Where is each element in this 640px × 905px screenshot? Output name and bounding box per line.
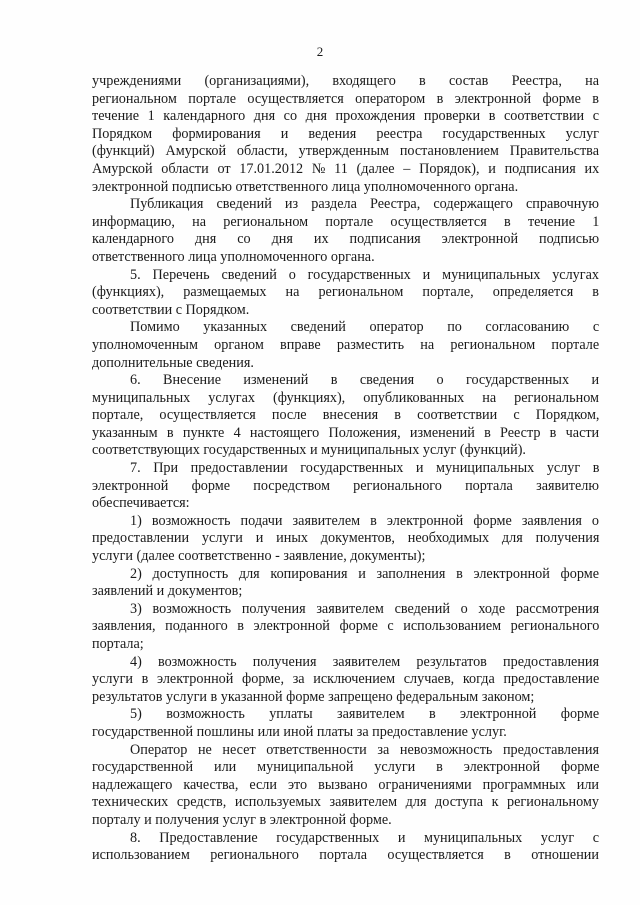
text-line: электронной форме посредством регионального портала заявителю xyxy=(92,477,599,494)
document-body xyxy=(92,73,599,865)
text-line: учреждениями (организациями), входящего в состав Реестра, на xyxy=(92,73,599,89)
text-line: услуги (далее соответственно - заявление, документы); xyxy=(92,548,426,565)
text-line: портала; xyxy=(92,636,144,652)
text-line: результатов услуги в указанной форме запрещено федеральным законом; xyxy=(92,688,535,705)
text-line: соответствующих государственных и муниципальных услуг (функций). xyxy=(92,442,526,459)
text-line: Помимо указанных сведений оператор по согласованию с xyxy=(130,319,600,336)
text-line: 3) возможность получения заявителем сведений о ходе рассмотрения xyxy=(130,600,600,617)
text-line: Оператор не несет ответственности за невозможность предоставления xyxy=(130,741,599,758)
text-line: государственной или муниципальной услуги в электронной форме xyxy=(92,759,600,776)
text-line: 2) доступность для копирования и заполнения в электронной форме xyxy=(130,565,599,582)
text-line: заявлений и документов; xyxy=(92,583,243,600)
text-line: 1) возможность подачи заявителем в электронной форме заявления о xyxy=(130,512,599,529)
text-line: дополнительные сведения. xyxy=(92,354,254,371)
page-number: 2 xyxy=(316,44,324,59)
text-line: (функциях), размещаемых на региональном портале, определяется в xyxy=(92,284,599,301)
text-line: 7. При предоставлении государственных и муниципальных услуг в xyxy=(130,460,600,477)
text-line: 5) возможность уплаты заявителем в электронной форме xyxy=(130,706,600,723)
text-line: обеспечивается: xyxy=(92,495,190,512)
text-line: 8. Предоставление государственных и муниципальных услуг с xyxy=(130,829,599,846)
text-line: Амурской области от 17.01.2012 № 11 (далее – Порядок), и подписания их xyxy=(92,160,600,177)
text-line: 5. Перечень сведений о государственных и муниципальных услугах xyxy=(130,266,599,283)
text-line: течение 1 календарного дня со дня прохождения проверки в соответствии с xyxy=(92,108,599,125)
text-line: надлежащего качества, если это вызвано ограничениями программных или xyxy=(92,776,600,793)
text-line: услуги в электронной форме, за исключением случаев, когда предоставление xyxy=(92,671,600,688)
text-line: портале, осуществляется после внесения в соответствии с Порядком, xyxy=(92,407,600,424)
text-line: региональном портале осуществляется оператором в электронной форме в xyxy=(92,90,599,107)
text-line: заявления, поданного в электронной форме с использованием регионального xyxy=(92,618,600,635)
text-line: технических средств, используемых заявителем для доступа к региональному xyxy=(92,794,599,811)
text-line: уполномоченным органом вправе разместить на региональном портале xyxy=(92,336,600,353)
text-line: соответствии с Порядком. xyxy=(92,301,250,318)
text-line: предоставлении услуги и иных документов, необходимых для получения xyxy=(92,530,600,547)
text-line: ответственного лица уполномоченного органа. xyxy=(92,248,375,265)
text-line: использованием регионального портала осуществляется в отношении xyxy=(92,847,599,864)
text-line: Публикация сведений из раздела Реестра, содержащего справочную xyxy=(130,196,599,213)
text-line: 4) возможность получения заявителем результатов предоставления xyxy=(130,653,600,670)
text-line: информацию, на региональном портале осуществляется в течение 1 xyxy=(92,213,600,230)
text-line: 6. Внесение изменений в сведения о государственных и xyxy=(130,372,600,389)
text-line: указанным в пункте 4 настоящего Положения, изменений в Реестр в части xyxy=(92,424,600,441)
text-line: (функций) Амурской области, утвержденным постановлением Правительства xyxy=(92,143,599,160)
text-line: государственной пошлины или иной платы за предоставление услуг. xyxy=(92,723,507,740)
text-line: порталу и получения услуг в электронной форме. xyxy=(92,811,392,828)
text-line: электронной подписью ответственного лица уполномоченного органа. xyxy=(92,178,519,195)
text-line: муниципальных услугах (функциях), опубликованных на региональном xyxy=(92,389,599,406)
text-line: Порядком формирования и ведения реестра государственных услуг xyxy=(92,125,599,142)
text-line: календарного дня со дня их подписания электронной подписью xyxy=(92,231,600,248)
